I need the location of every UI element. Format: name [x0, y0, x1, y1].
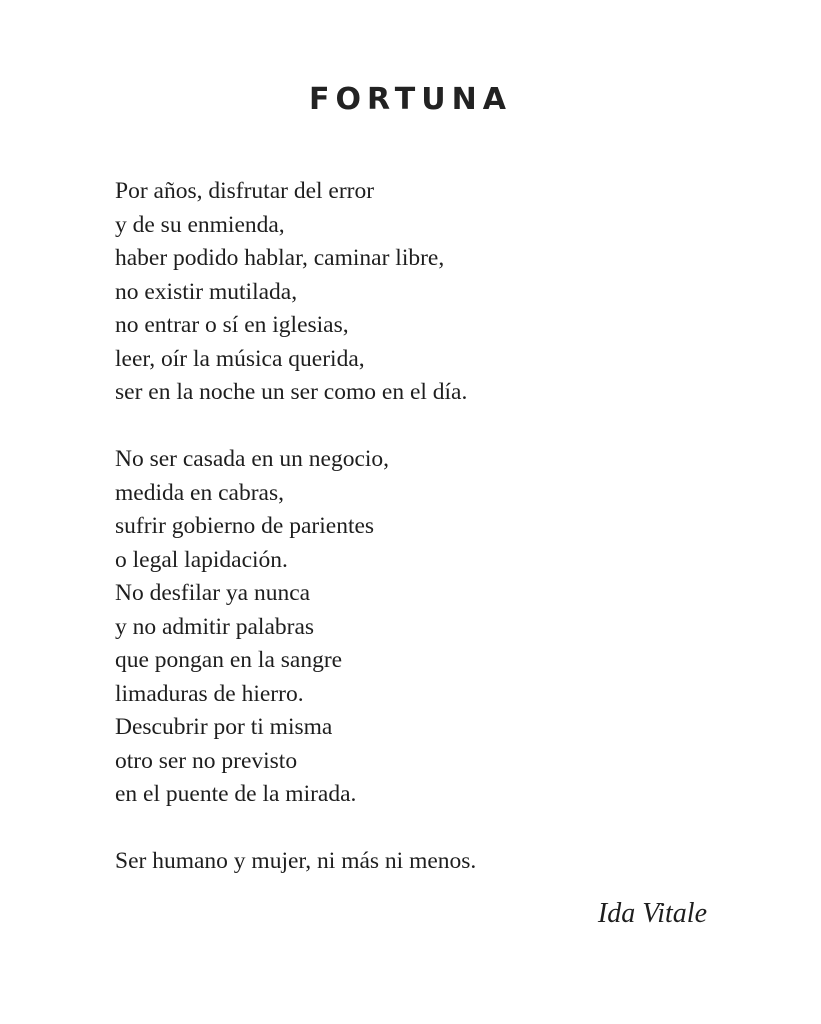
poem-line: leer, oír la música querida, [115, 345, 365, 372]
poem-line: y no admitir palabras [115, 613, 315, 640]
poem-line: No desfilar ya nunca [115, 580, 311, 606]
poem-line: sufrir gobierno de parientes [115, 513, 375, 539]
poem-line: medida en cabras, [115, 479, 284, 506]
poem-line: que pongan en la sangre [115, 647, 343, 673]
poem-line: limaduras de hierro. [115, 680, 304, 707]
poem-line: ser en la noche un ser como en el día. [115, 379, 468, 405]
poem-line: otro ser no previsto [115, 747, 298, 774]
poem-line: No ser casada en un negocio, [115, 446, 390, 472]
poem-line: y de su enmienda, [115, 211, 285, 238]
poem-line: Descubrir por ti misma [115, 714, 333, 740]
poem-body [115, 175, 476, 879]
poem-title: FORTUNA [309, 82, 512, 117]
poem-line: no entrar o sí en iglesias, [115, 312, 349, 338]
stanza-3 [115, 845, 476, 879]
poem-line: Por años, disfrutar del error [115, 178, 375, 204]
poem-line: haber podido hablar, caminar libre, [115, 245, 445, 271]
poem-line: Ser humano y mujer, ni más ni menos. [115, 848, 477, 874]
poem-line: no existir mutilada, [115, 278, 298, 305]
author-signature: Ida Vitale [597, 898, 707, 929]
stanza-2 [115, 443, 476, 812]
stanza-1 [115, 175, 476, 410]
poem-line: o legal lapidación. [115, 546, 288, 573]
poem-line: en el puente de la mirada. [115, 781, 357, 807]
